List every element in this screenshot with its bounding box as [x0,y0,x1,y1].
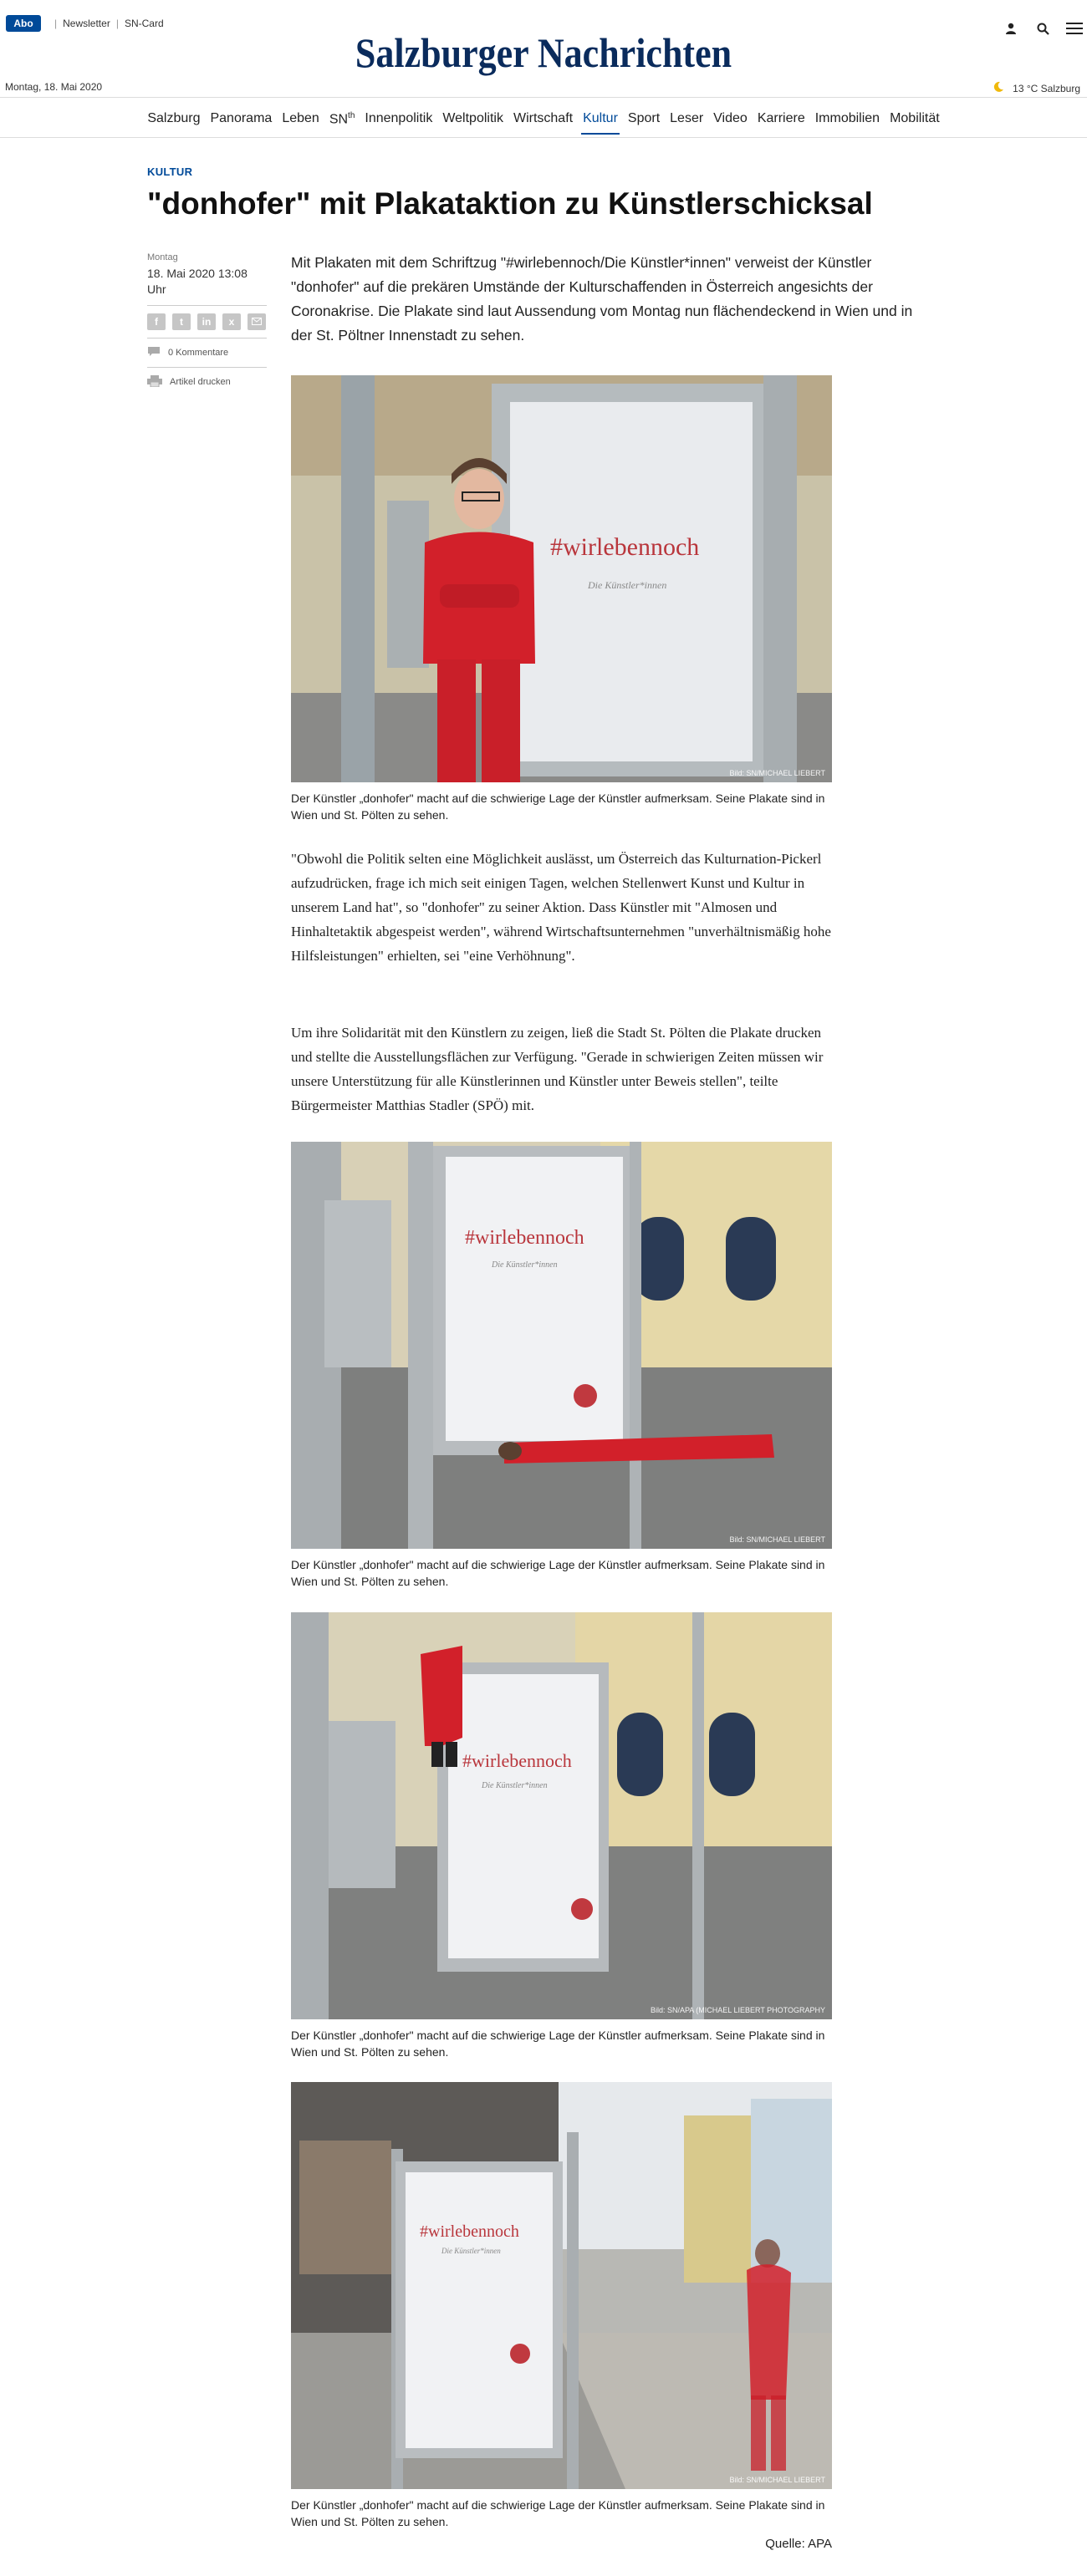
header-icons [1003,20,1083,37]
nav-item-weltpolitik[interactable]: Weltpolitik [442,111,503,125]
photo-credit: Bild: SN/MICHAEL LIEBERT [729,2476,825,2484]
poster-subtext: Die Künstler*innen [588,579,667,591]
photo-caption: Der Künstler „donhofer" macht auf die schwierige Lage der Künstler aufmerksam. Seine Plakate sind in Wien und St. Pölten zu sehen. [291,792,825,822]
menu-icon[interactable] [1066,20,1083,37]
nav-item-leben[interactable]: Leben [282,111,319,125]
article-photo[interactable] [291,375,832,782]
print-link[interactable] [147,375,267,389]
top-links [48,18,164,29]
sn-card-link[interactable]: SN-Card [124,18,164,29]
article-paragraph: "Obwohl die Politik selten eine Möglichkeit auslässt, um Österreich das Kulturnation-Pickerl aufzudrücken, frage ich mich seit einigen Tagen, welchen Stellenwert Kunst und Kultur in unserem Land hat", so "donhofer" zu seiner Aktion. Dass Künstler mit "Almosen und Hinhaltetaktik abgespeist werden", während Wirtschaftsunternehmen "unverhältnismäßig hohe Hilfsleistungen" erhielten, sei "eine Verhöhnung". [291,851,831,964]
nav-item-snth[interactable] [324,107,360,135]
comment-icon [147,346,161,359]
nav-item-karriere[interactable]: Karriere [757,111,805,125]
printer-icon [147,375,162,389]
article-photo[interactable] [291,1142,832,1549]
poster-text: #wirlebennoch [550,533,700,561]
poster-text: #wirlebennoch [465,1227,584,1249]
photo-artist-hanging [291,1612,832,2019]
photo-caption: Der Künstler „donhofer" macht auf die schwierige Lage der Künstler aufmerksam. Seine Plakate sind in Wien und St. Pölten zu sehen. [291,1558,825,1588]
abo-button[interactable]: Abo [6,15,41,32]
xing-icon[interactable]: x [222,313,241,330]
user-icon[interactable] [1003,20,1019,37]
print-label: Artikel drucken [170,377,231,388]
nav-item-immobilien[interactable]: Immobilien [814,111,880,125]
article-figure [291,375,832,823]
main-nav [0,107,1087,135]
article-source: Quelle: APA [765,2537,832,2551]
facebook-icon[interactable]: f [147,313,166,330]
photo-credit: Bild: SN/APA (MICHAEL LIEBERT PHOTOGRAPHY [650,2006,825,2014]
photo-artist-standing [291,375,832,782]
photo-artist-lying [291,1142,832,1549]
nav-item-innenpolitik[interactable]: Innenpolitik [365,111,433,125]
nav-item-wirtschaft[interactable]: Wirtschaft [513,111,574,125]
photo-credit: Bild: SN/MICHAEL LIEBERT [729,1535,825,1544]
weather-widget[interactable] [993,81,1080,95]
photo-caption: Der Künstler „donhofer" macht auf die schwierige Lage der Künstler aufmerksam. Seine Plakate sind in Wien und St. Pölten zu sehen. [291,2029,825,2059]
nav-item-salzburg[interactable]: Salzburg [147,111,201,125]
current-date: Montag, 18. Mai 2020 [5,81,103,93]
article-photo[interactable] [291,2082,832,2489]
weather-text: 13 °C Salzburg [1013,82,1080,94]
photo-credit: Bild: SN/MICHAEL LIEBERT [729,769,825,777]
photo-caption: Der Künstler „donhofer" macht auf die schwierige Lage der Künstler aufmerksam. Seine Plakate sind in Wien und St. Pölten zu sehen. [291,2498,825,2528]
divider [0,97,1087,98]
separator: | [54,18,58,29]
article-figure [291,1612,832,2060]
article-photo[interactable] [291,1612,832,2019]
poster-subtext: Die Künstler*innen [492,1260,558,1270]
nav-item-video[interactable]: Video [713,111,748,125]
twitter-icon[interactable]: t [172,313,191,330]
nav-item-sn-label: SN [329,112,349,127]
poster-text: #wirlebennoch [420,2222,519,2241]
article-kicker[interactable]: KULTUR [147,165,193,178]
divider [147,338,267,339]
nav-item-panorama[interactable]: Panorama [210,111,273,125]
article-figure [291,2082,832,2530]
top-bar [0,0,1087,94]
comments-link[interactable] [147,346,267,359]
nav-item-mobilitaet[interactable]: Mobilität [890,111,940,125]
share-bar [147,313,267,330]
comments-count: 0 Kommentare [168,347,229,358]
email-icon[interactable] [248,313,266,330]
divider [0,137,1087,138]
poster-subtext: Die Künstler*innen [441,2247,501,2255]
site-logo[interactable]: Salzburger Nachrichten [355,29,732,76]
linkedin-icon[interactable]: in [197,313,216,330]
poster-text: #wirlebennoch [462,1750,572,1771]
article-figure [291,1142,832,1590]
article-paragraph: Um ihre Solidarität mit den Künstlern zu zeigen, ließ die Stadt St. Pölten die Plakate drucken und stellte die Ausstellungsflächen zur Verfügung. "Gerade in schwierigen Zeiten müssen wir unsere Unterstützung für alle Künstlerinnen und Künstler unter Beweis stellen", teilte Bürgermeister Matthias Stadler (SPÖ) mit. [291,1025,824,1113]
newsletter-link[interactable]: Newsletter [63,18,110,29]
publish-day: Montag [147,252,178,262]
search-icon[interactable] [1034,20,1051,37]
nav-item-leser[interactable]: Leser [670,111,704,125]
nav-item-kultur[interactable]: Kultur [578,107,623,135]
nav-item-sport[interactable]: Sport [627,111,661,125]
poster-subtext: Die Künstler*innen [482,1781,548,1790]
publish-date: 18. Mai 2020 13:08 Uhr [147,267,248,296]
article-headline: "donhofer" mit Plakataktion zu Künstlerschicksal [147,186,873,221]
divider [147,305,267,306]
separator: | [115,18,119,29]
moon-icon [993,81,1004,95]
nav-item-sn-sup: th [348,111,355,120]
photo-artist-walking [291,2082,832,2489]
article-lead: Mit Plakaten mit dem Schriftzug "#wirlebennoch/Die Künstler*innen" verweist der Künstler "donhofer" auf die prekären Umstände der Kulturschaffenden in Österreich angesichts der Coronakrise. Die Plakate sind laut Aussendung vom Montag nun flächendeckend in Wien und in der St. Pöltner Innenstadt zu sehen. [291,254,913,344]
divider [147,367,267,368]
article-meta [147,252,267,389]
